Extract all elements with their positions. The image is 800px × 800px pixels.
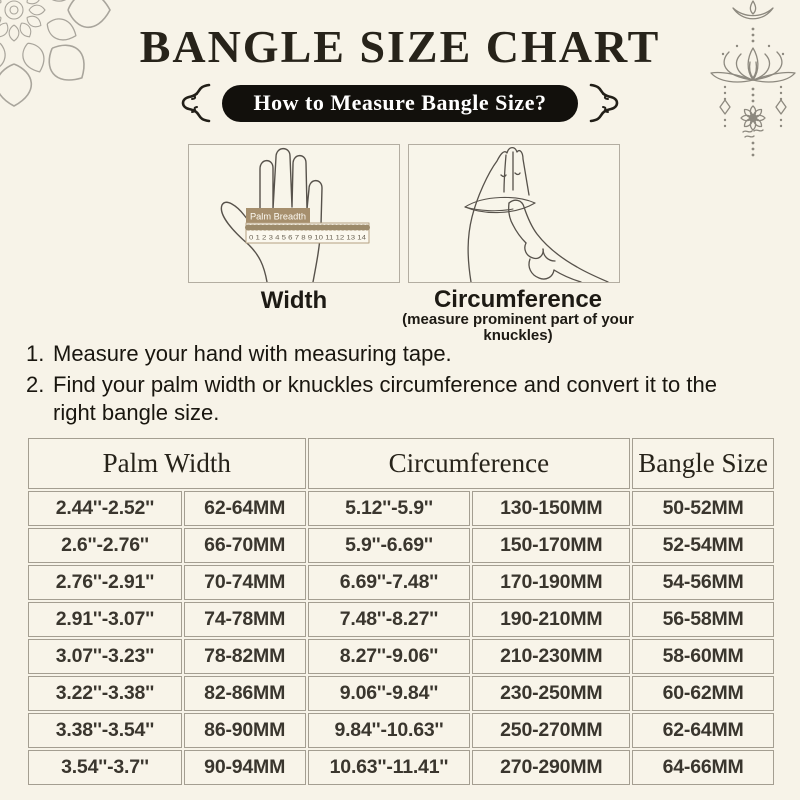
table-cell: 86-90MM <box>184 713 306 748</box>
table-cell: 5.12''-5.9'' <box>308 491 471 526</box>
circumference-illustration <box>408 144 620 283</box>
table-header-row <box>28 438 774 489</box>
header-palm-width: Palm Width <box>28 438 306 489</box>
table-cell: 7.48''-8.27'' <box>308 602 471 637</box>
table-row <box>28 713 774 748</box>
table-row <box>28 750 774 785</box>
flourish-right-icon <box>587 82 625 124</box>
page-title: BANGLE SIZE CHART <box>139 21 661 72</box>
circumference-note: (measure prominent part of your knuckles) <box>402 311 634 344</box>
table-cell: 230-250MM <box>472 676 630 711</box>
table-cell: 6.69''-7.48'' <box>308 565 471 600</box>
how-to-measure-pill <box>222 85 579 122</box>
table-cell: 190-210MM <box>472 602 630 637</box>
palm-breadth-tag: Palm Breadth <box>250 211 306 222</box>
table-cell: 62-64MM <box>184 491 306 526</box>
table-cell: 10.63''-11.41'' <box>308 750 471 785</box>
table-cell: 9.84''-10.63'' <box>308 713 471 748</box>
subtitle-row <box>0 84 800 122</box>
table-cell: 210-230MM <box>472 639 630 674</box>
table-cell: 3.38''-3.54'' <box>28 713 182 748</box>
table-cell: 62-64MM <box>632 713 774 748</box>
circumference-label <box>370 287 666 344</box>
table-cell: 250-270MM <box>472 713 630 748</box>
illustrations-row <box>188 144 620 283</box>
table-row <box>28 676 774 711</box>
flourish-left-icon <box>175 82 213 124</box>
table-cell: 2.6''-2.76'' <box>28 528 182 563</box>
width-illustration <box>188 144 400 283</box>
table-cell: 52-54MM <box>632 528 774 563</box>
table-cell: 3.22''-3.38'' <box>28 676 182 711</box>
width-label: Width <box>260 287 328 314</box>
table-cell: 8.27''-9.06'' <box>308 639 471 674</box>
table-cell: 3.54''-3.7'' <box>28 750 182 785</box>
table-cell: 2.44''-2.52'' <box>28 491 182 526</box>
instruction-1 <box>26 340 752 368</box>
table-row <box>28 491 774 526</box>
table-row <box>28 565 774 600</box>
table-cell: 64-66MM <box>632 750 774 785</box>
instruction-1-number: 1. <box>26 341 45 366</box>
ruler-numbers: 0 1 2 3 4 5 6 7 8 9 10 11 12 13 14 <box>249 234 367 242</box>
table-cell: 3.07''-3.23'' <box>28 639 182 674</box>
table-cell: 270-290MM <box>472 750 630 785</box>
table-cell: 50-52MM <box>632 491 774 526</box>
table-cell: 60-62MM <box>632 676 774 711</box>
table-cell: 66-70MM <box>184 528 306 563</box>
table-cell: 54-56MM <box>632 565 774 600</box>
header-bangle-size: Bangle Size <box>632 438 774 489</box>
table-cell: 78-82MM <box>184 639 306 674</box>
table-cell: 82-86MM <box>184 676 306 711</box>
instruction-2 <box>26 371 752 427</box>
table-cell: 2.76''-2.91'' <box>28 565 182 600</box>
bangle-size-table <box>26 436 776 787</box>
table-cell: 170-190MM <box>472 565 630 600</box>
instruction-2-number: 2. <box>26 372 45 397</box>
knuckle-circumference-hand-drawing <box>409 145 621 282</box>
palm-width-hand-drawing <box>189 145 399 282</box>
instruction-2-text: Find your palm width or knuckles circumference and convert it to the right bangle size. <box>53 372 717 425</box>
table-row <box>28 528 774 563</box>
table-row <box>28 639 774 674</box>
table-cell: 5.9''-6.69'' <box>308 528 471 563</box>
header-circumference: Circumference <box>308 438 631 489</box>
illustration-labels <box>0 286 800 344</box>
instruction-1-text: Measure your hand with measuring tape. <box>53 341 452 366</box>
table-cell: 9.06''-9.84'' <box>308 676 471 711</box>
table-cell: 2.91''-3.07'' <box>28 602 182 637</box>
table-cell: 150-170MM <box>472 528 630 563</box>
table-cell: 70-74MM <box>184 565 306 600</box>
table-cell: 58-60MM <box>632 639 774 674</box>
table-cell: 90-94MM <box>184 750 306 785</box>
table-cell: 130-150MM <box>472 491 630 526</box>
table-cell: 74-78MM <box>184 602 306 637</box>
pill-label: How to Measure Bangle Size? <box>253 90 547 115</box>
instructions <box>26 340 752 430</box>
table-cell: 56-58MM <box>632 602 774 637</box>
table-row <box>28 602 774 637</box>
circumference-label-text: Circumference <box>433 286 603 313</box>
